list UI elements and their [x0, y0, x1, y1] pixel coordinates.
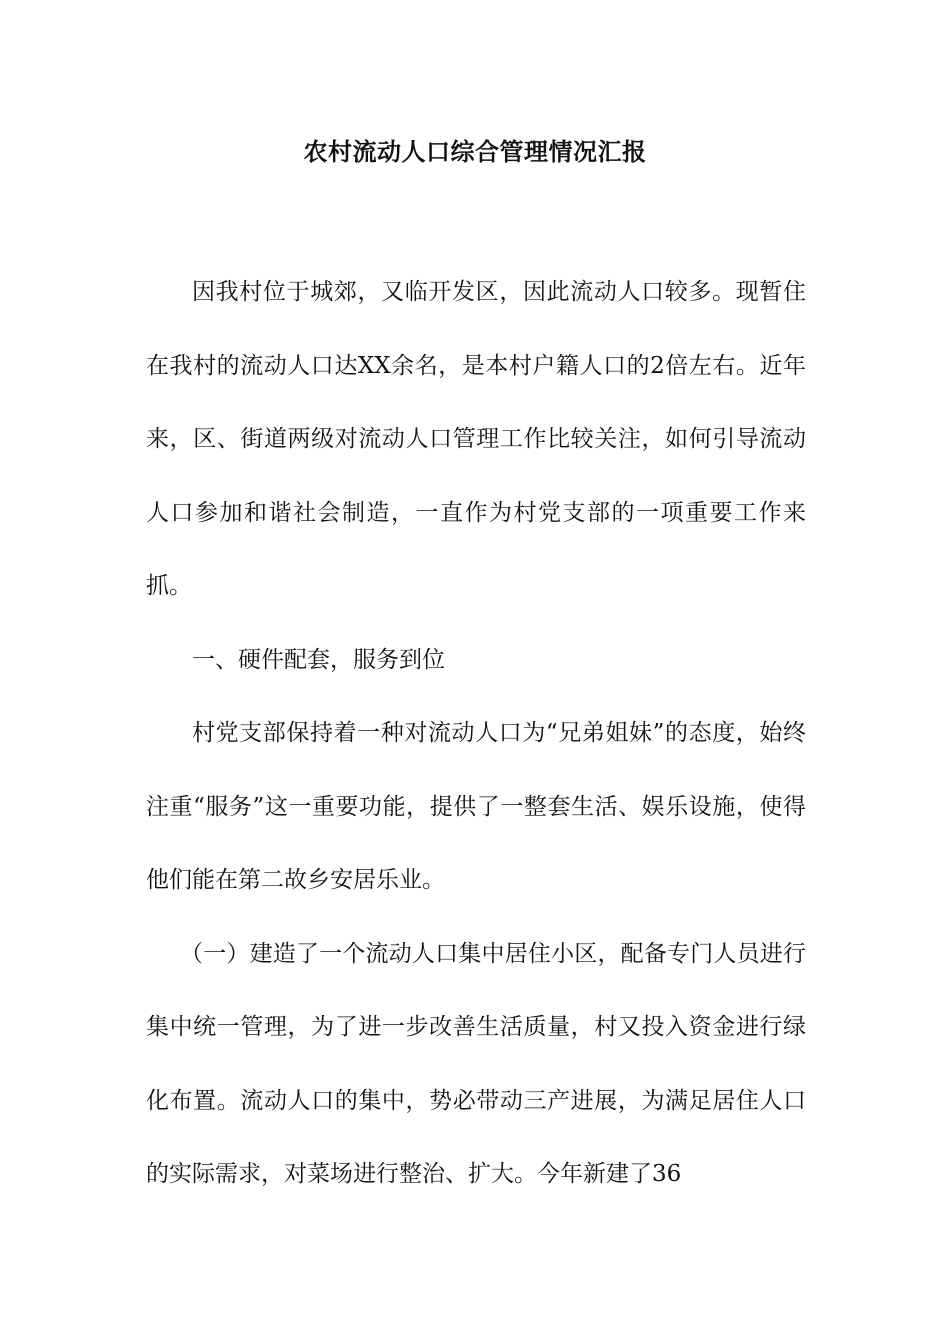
item-paragraph: （一）建造了一个流动人口集中居住小区，配备专门人员进行集中统一管理，为了进一步改善生活质量，村又投入资金进行绿化布置。流动人口的集中，势必带动三产进展，为满足居住人口的实际需求，对菜场进行整治、扩大。今年新建了36 [146, 940, 806, 1187]
document-body [146, 256, 806, 1212]
document-title: 农村流动人口综合管理情况汇报 [303, 137, 647, 166]
intro-paragraph: 因我村位于城郊，又临开发区，因此流动人口较多。现暂住在我村的流动人口达XX余名，是本村户籍人口的2倍左右。近年来，区、街道两级对流动人口管理工作比较关注，如何引导流动人口参加和谐社会制造，一直作为村党支部的一项重要工作来抓。 [146, 279, 806, 599]
section-paragraph: 村党支部保持着一种对流动人口为“兄弟姐妹”的态度，始终注重“服务”这一重要功能，提供了一整套生活、娱乐设施，使得他们能在第二故乡安居乐业。 [146, 720, 806, 893]
section-heading: 一、硬件配套，服务到位 [192, 646, 445, 673]
